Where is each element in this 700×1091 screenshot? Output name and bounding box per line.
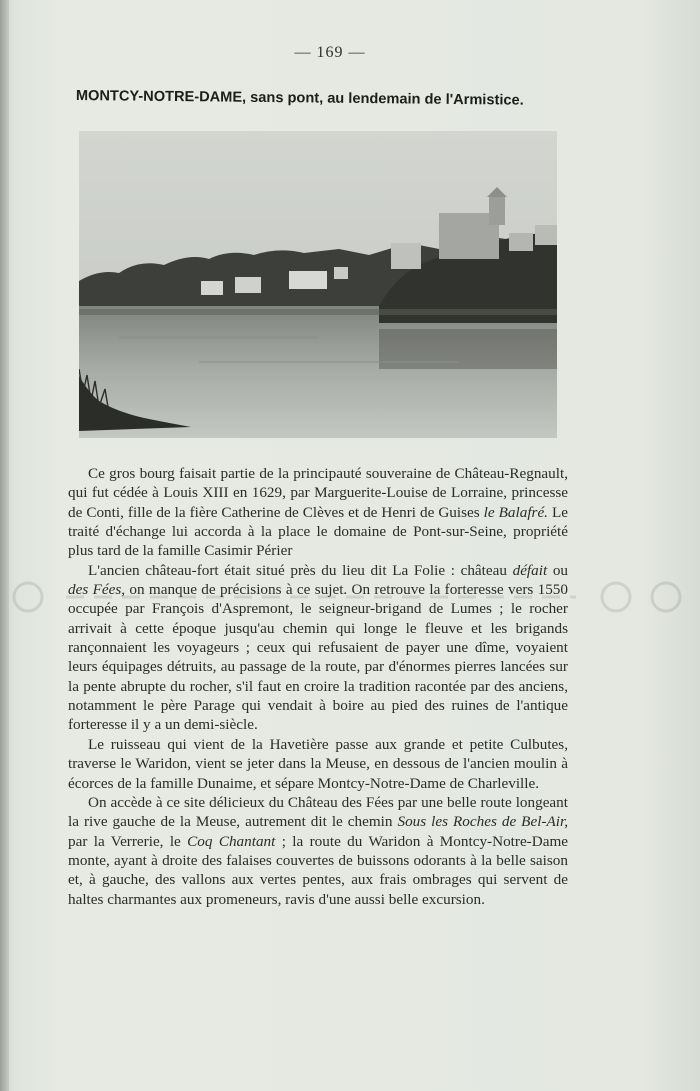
italic-text: Coq Chantant [187, 832, 276, 850]
text-run: ; la route du Waridon à Montcy-Notre-Dame monte, ayant à droite des falaises couvertes de buissons odorants à la belle saison et, à gauche, des vallons aux vertes pentes, aux frais ombrages qui servent de haltes charmantes aux promeneurs, ravis d'une aussi belle excursion. [68, 832, 569, 908]
body-text [68, 464, 568, 909]
text-run: par la Verrerie, le [68, 832, 188, 850]
page-number: — 169 — [294, 44, 366, 61]
paragraph [68, 561, 568, 735]
italic-text: le Balafré. [483, 503, 548, 521]
paragraph [68, 464, 568, 561]
text-run: On accède à ce site délicieux du Château des Fées par une belle route longeant la rive gauche de la Meuse, autrement dit le chemin [68, 793, 568, 831]
text-run: Le traité d'échange lui accorda à la place le domaine de Pont-sur-Seine, propriété plus tard de la famille Casimir Périer [68, 503, 568, 560]
italic-text: Sous les Roches de Bel-Air, [397, 813, 568, 831]
text-run: Ce gros bourg faisait partie de la principauté souveraine de Château-Regnault, qui fut cédée à Louis XIII en 1629, par Marguerite-Louise de Lorraine, princesse de Conti, fille de la fière Catherine de Clèves et de Henri de Guises [68, 465, 568, 521]
italic-text: des Fées, [68, 581, 126, 599]
river-village-photo [79, 131, 557, 438]
paragraph [68, 793, 568, 909]
text-run: L'ancien château-fort était situé près du lieu dit La Folie : château [88, 561, 513, 579]
page-spine-shadow [0, 0, 9, 1091]
text-run: on manque de précisions à ce sujet. On retrouve la forteresse vers 1550 occupée par François d'Aspremont, le seigneur-brigand de Lumes ; le rocher arrivait à cette époque jusqu'au chemin qui longe le fleuve et les brigands rançonnaient les voyageurs ; ceux qui refusaient de payer une dîme, voyaient leurs équipages détruits, au passage de la route, par d'énormes pierres lancées sur la pente abrupte du rocher, s'il faut en croire la tradition racontée par des anciens, notamment le père Parage qui vendait à boire au pied des ruines de l'antique forteresse il y a un demi-siècle. [68, 581, 568, 734]
text-run: ou [547, 561, 569, 579]
paragraph [68, 735, 568, 793]
text-run: Le ruisseau qui vient de la Havetière passe aux grande et petite Culbutes, traverse le Waridon, vient se jeter dans la Meuse, en dessous de l'ancien moulin à écorces de la famille Dunaime, et sépare Montcy-Notre-Dame de Charleville. [68, 735, 568, 792]
italic-text: défait [512, 561, 548, 579]
page-heading: MONTCY-NOTRE-DAME, sans pont, au lendemain de l'Armistice. [75, 88, 524, 109]
